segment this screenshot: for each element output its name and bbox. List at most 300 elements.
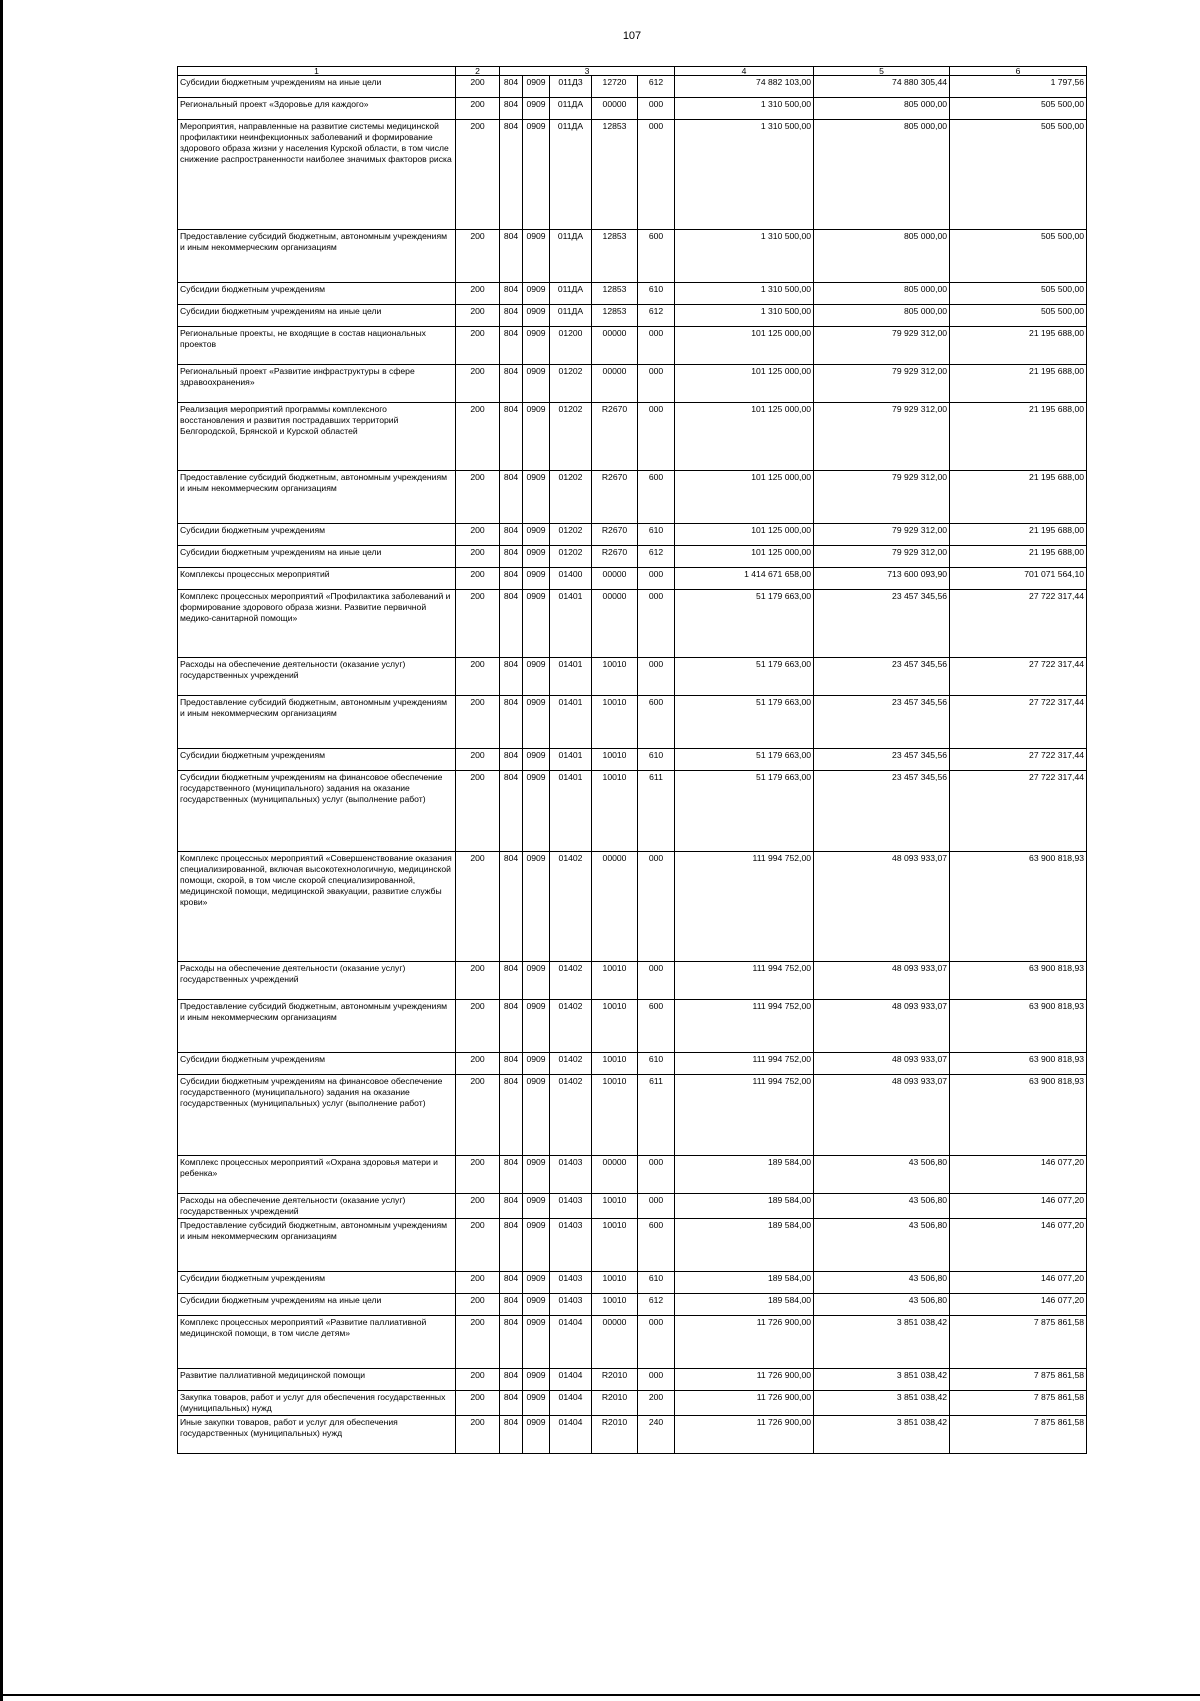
code-program: 01402 [550, 1075, 592, 1156]
code-chapter: 200 [456, 962, 500, 1000]
code-direction: 10010 [592, 1075, 638, 1156]
table-row [178, 658, 1087, 696]
row-name: Предоставление субсидий бюджетным, автономным учреждениям и иным некоммерческим организациям [178, 1219, 456, 1272]
row-name: Субсидии бюджетным учреждениям [178, 524, 456, 546]
code-program: 01404 [550, 1316, 592, 1369]
row-name: Субсидии бюджетным учреждениям [178, 283, 456, 305]
code-expense-type: 600 [638, 1219, 675, 1272]
code-subsection: 0909 [523, 568, 550, 590]
row-name: Субсидии бюджетным учреждениям на иные цели [178, 546, 456, 568]
table-body [178, 76, 1087, 1454]
code-program: 011ДА [550, 283, 592, 305]
row-name: Реализация мероприятий программы комплексного восстановления и развития пострадавших территорий Белгородской, Брянской и Курской областей [178, 403, 456, 471]
row-name: Развитие паллиативной медицинской помощи [178, 1369, 456, 1391]
code-expense-type: 000 [638, 568, 675, 590]
table-row [178, 1075, 1087, 1156]
code-subsection: 0909 [523, 1272, 550, 1294]
code-chapter: 200 [456, 1272, 500, 1294]
code-direction: 10010 [592, 1219, 638, 1272]
code-section: 804 [500, 546, 523, 568]
code-program: 011Д3 [550, 76, 592, 98]
row-name: Региональный проект «Здоровье для каждого» [178, 98, 456, 120]
code-chapter: 200 [456, 365, 500, 403]
amount-remaining: 505 500,00 [950, 120, 1087, 230]
code-program: 011ДА [550, 98, 592, 120]
code-chapter: 200 [456, 230, 500, 283]
code-section: 804 [500, 771, 523, 852]
code-direction: 12720 [592, 76, 638, 98]
code-expense-type: 000 [638, 658, 675, 696]
code-subsection: 0909 [523, 283, 550, 305]
amount-remaining: 27 722 317,44 [950, 590, 1087, 658]
code-chapter: 200 [456, 98, 500, 120]
row-name: Субсидии бюджетным учреждениям [178, 1053, 456, 1075]
amount-executed: 3 851 038,42 [814, 1391, 950, 1416]
table-row [178, 590, 1087, 658]
code-direction: 10010 [592, 962, 638, 1000]
code-direction: 12853 [592, 283, 638, 305]
code-program: 01402 [550, 1053, 592, 1075]
code-expense-type: 000 [638, 403, 675, 471]
amount-executed: 23 457 345,56 [814, 771, 950, 852]
code-direction: 00000 [592, 98, 638, 120]
code-subsection: 0909 [523, 1369, 550, 1391]
code-program: 01401 [550, 771, 592, 852]
amount-executed: 23 457 345,56 [814, 696, 950, 749]
code-section: 804 [500, 1000, 523, 1053]
code-direction: R2670 [592, 524, 638, 546]
code-expense-type: 610 [638, 524, 675, 546]
code-chapter: 200 [456, 1156, 500, 1194]
code-subsection: 0909 [523, 120, 550, 230]
amount-executed: 23 457 345,56 [814, 749, 950, 771]
row-name: Субсидии бюджетным учреждениям [178, 749, 456, 771]
code-program: 01403 [550, 1194, 592, 1219]
code-direction: R2670 [592, 403, 638, 471]
row-name: Предоставление субсидий бюджетным, автономным учреждениям и иным некоммерческим организациям [178, 471, 456, 524]
code-program: 011ДА [550, 230, 592, 283]
amount-remaining: 7 875 861,58 [950, 1416, 1087, 1454]
amount-executed: 48 093 933,07 [814, 1053, 950, 1075]
amount-executed: 48 093 933,07 [814, 1075, 950, 1156]
amount-remaining: 21 195 688,00 [950, 471, 1087, 524]
code-chapter: 200 [456, 120, 500, 230]
code-direction: 10010 [592, 749, 638, 771]
code-expense-type: 000 [638, 1194, 675, 1219]
amount-executed: 3 851 038,42 [814, 1416, 950, 1454]
code-direction: 00000 [592, 1156, 638, 1194]
amount-executed: 79 929 312,00 [814, 546, 950, 568]
code-program: 01202 [550, 546, 592, 568]
code-expense-type: 240 [638, 1416, 675, 1454]
code-chapter: 200 [456, 1316, 500, 1369]
table-row [178, 283, 1087, 305]
code-section: 804 [500, 1219, 523, 1272]
amount-remaining: 146 077,20 [950, 1272, 1087, 1294]
code-expense-type: 610 [638, 283, 675, 305]
amount-plan: 111 994 752,00 [675, 1000, 814, 1053]
amount-executed: 74 880 305,44 [814, 76, 950, 98]
code-expense-type: 610 [638, 1272, 675, 1294]
code-section: 804 [500, 1156, 523, 1194]
code-section: 804 [500, 1194, 523, 1219]
code-direction: 00000 [592, 590, 638, 658]
code-chapter: 200 [456, 1194, 500, 1219]
amount-plan: 101 125 000,00 [675, 524, 814, 546]
code-subsection: 0909 [523, 749, 550, 771]
amount-plan: 11 726 900,00 [675, 1391, 814, 1416]
code-program: 011ДА [550, 120, 592, 230]
table-row [178, 1316, 1087, 1369]
amount-plan: 1 310 500,00 [675, 230, 814, 283]
table-row [178, 1416, 1087, 1454]
amount-plan: 1 414 671 658,00 [675, 568, 814, 590]
amount-executed: 48 093 933,07 [814, 962, 950, 1000]
code-chapter: 200 [456, 590, 500, 658]
code-subsection: 0909 [523, 1219, 550, 1272]
table-row [178, 403, 1087, 471]
code-expense-type: 000 [638, 852, 675, 962]
code-section: 804 [500, 962, 523, 1000]
code-section: 804 [500, 327, 523, 365]
code-direction: 00000 [592, 852, 638, 962]
amount-remaining: 21 195 688,00 [950, 524, 1087, 546]
table-row [178, 568, 1087, 590]
row-name: Комплекс процессных мероприятий «Развитие паллиативной медицинской помощи, в том числе детям» [178, 1316, 456, 1369]
amount-remaining: 701 071 564,10 [950, 568, 1087, 590]
amount-executed: 79 929 312,00 [814, 471, 950, 524]
amount-executed: 23 457 345,56 [814, 590, 950, 658]
row-name: Закупка товаров, работ и услуг для обеспечения государственных (муниципальных) нужд [178, 1391, 456, 1416]
row-name: Предоставление субсидий бюджетным, автономным учреждениям и иным некоммерческим организациям [178, 696, 456, 749]
row-name: Субсидии бюджетным учреждениям на финансовое обеспечение государственного (муниципального) задания на оказание государственных (муниципальных) услуг (выполнение работ) [178, 771, 456, 852]
code-program: 01401 [550, 696, 592, 749]
row-name: Расходы на обеспечение деятельности (оказание услуг) государственных учреждений [178, 658, 456, 696]
code-subsection: 0909 [523, 696, 550, 749]
table-row [178, 696, 1087, 749]
code-program: 01202 [550, 524, 592, 546]
code-direction: 10010 [592, 1053, 638, 1075]
column-header-3: 3 [500, 67, 675, 76]
code-chapter: 200 [456, 568, 500, 590]
code-section: 804 [500, 1272, 523, 1294]
code-direction: R2010 [592, 1391, 638, 1416]
code-chapter: 200 [456, 1416, 500, 1454]
code-program: 01402 [550, 1000, 592, 1053]
row-name: Субсидии бюджетным учреждениям на иные цели [178, 76, 456, 98]
code-program: 01402 [550, 962, 592, 1000]
amount-executed: 79 929 312,00 [814, 365, 950, 403]
code-subsection: 0909 [523, 1000, 550, 1053]
amount-remaining: 27 722 317,44 [950, 771, 1087, 852]
amount-plan: 101 125 000,00 [675, 546, 814, 568]
code-section: 804 [500, 120, 523, 230]
amount-remaining: 146 077,20 [950, 1194, 1087, 1219]
amount-plan: 51 179 663,00 [675, 696, 814, 749]
amount-plan: 111 994 752,00 [675, 852, 814, 962]
code-section: 804 [500, 1391, 523, 1416]
page-number: 107 [622, 30, 642, 42]
table-row [178, 1194, 1087, 1219]
amount-plan: 51 179 663,00 [675, 771, 814, 852]
row-name: Комплексы процессных мероприятий [178, 568, 456, 590]
code-expense-type: 612 [638, 1294, 675, 1316]
table-row [178, 471, 1087, 524]
code-chapter: 200 [456, 283, 500, 305]
code-subsection: 0909 [523, 403, 550, 471]
code-direction: 10010 [592, 658, 638, 696]
code-chapter: 200 [456, 403, 500, 471]
amount-remaining: 21 195 688,00 [950, 327, 1087, 365]
table-row [178, 365, 1087, 403]
amount-plan: 11 726 900,00 [675, 1316, 814, 1369]
code-section: 804 [500, 76, 523, 98]
code-direction: 10010 [592, 1294, 638, 1316]
code-subsection: 0909 [523, 771, 550, 852]
code-subsection: 0909 [523, 1075, 550, 1156]
code-expense-type: 000 [638, 365, 675, 403]
code-subsection: 0909 [523, 1391, 550, 1416]
code-program: 01200 [550, 327, 592, 365]
amount-executed: 43 506,80 [814, 1219, 950, 1272]
code-subsection: 0909 [523, 305, 550, 327]
amount-plan: 189 584,00 [675, 1272, 814, 1294]
code-chapter: 200 [456, 1053, 500, 1075]
code-direction: R2010 [592, 1369, 638, 1391]
column-header-1: 1 [178, 67, 456, 76]
code-chapter: 200 [456, 1391, 500, 1416]
code-chapter: 200 [456, 546, 500, 568]
amount-remaining: 27 722 317,44 [950, 658, 1087, 696]
code-chapter: 200 [456, 658, 500, 696]
code-expense-type: 000 [638, 98, 675, 120]
amount-executed: 48 093 933,07 [814, 852, 950, 962]
row-name: Субсидии бюджетным учреждениям на иные цели [178, 305, 456, 327]
code-subsection: 0909 [523, 524, 550, 546]
code-subsection: 0909 [523, 1416, 550, 1454]
amount-executed: 805 000,00 [814, 283, 950, 305]
row-name: Комплекс процессных мероприятий «Охрана здоровья матери и ребенка» [178, 1156, 456, 1194]
code-expense-type: 611 [638, 771, 675, 852]
code-section: 804 [500, 749, 523, 771]
code-expense-type: 000 [638, 962, 675, 1000]
amount-remaining: 7 875 861,58 [950, 1391, 1087, 1416]
amount-remaining: 146 077,20 [950, 1294, 1087, 1316]
amount-remaining: 1 797,56 [950, 76, 1087, 98]
code-section: 804 [500, 283, 523, 305]
budget-table [177, 66, 1087, 1454]
amount-remaining: 505 500,00 [950, 305, 1087, 327]
code-subsection: 0909 [523, 230, 550, 283]
row-name: Субсидии бюджетным учреждениям на финансовое обеспечение государственного (муниципального) задания на оказание государственных (муниципальных) услуг (выполнение работ) [178, 1075, 456, 1156]
amount-remaining: 505 500,00 [950, 98, 1087, 120]
code-chapter: 200 [456, 524, 500, 546]
code-expense-type: 000 [638, 590, 675, 658]
row-name: Расходы на обеспечение деятельности (оказание услуг) государственных учреждений [178, 1194, 456, 1219]
code-expense-type: 612 [638, 546, 675, 568]
code-chapter: 200 [456, 1369, 500, 1391]
table-row [178, 1156, 1087, 1194]
amount-remaining: 21 195 688,00 [950, 546, 1087, 568]
code-expense-type: 600 [638, 1000, 675, 1053]
amount-remaining: 63 900 818,93 [950, 1053, 1087, 1075]
code-direction: 00000 [592, 568, 638, 590]
amount-plan: 111 994 752,00 [675, 962, 814, 1000]
amount-plan: 101 125 000,00 [675, 403, 814, 471]
table-row [178, 1272, 1087, 1294]
code-direction: R2670 [592, 546, 638, 568]
table-row [178, 962, 1087, 1000]
amount-executed: 805 000,00 [814, 230, 950, 283]
code-chapter: 200 [456, 696, 500, 749]
amount-remaining: 63 900 818,93 [950, 1075, 1087, 1156]
code-chapter: 200 [456, 1075, 500, 1156]
scan-edge-left [0, 0, 3, 1701]
amount-plan: 1 310 500,00 [675, 120, 814, 230]
code-direction: 12853 [592, 305, 638, 327]
code-expense-type: 600 [638, 471, 675, 524]
code-subsection: 0909 [523, 1294, 550, 1316]
table-row [178, 1391, 1087, 1416]
code-section: 804 [500, 1075, 523, 1156]
amount-plan: 101 125 000,00 [675, 365, 814, 403]
code-chapter: 200 [456, 471, 500, 524]
amount-plan: 1 310 500,00 [675, 283, 814, 305]
amount-plan: 189 584,00 [675, 1194, 814, 1219]
code-direction: 10010 [592, 1000, 638, 1053]
code-direction: 00000 [592, 327, 638, 365]
row-name: Комплекс процессных мероприятий «Совершенствование оказания специализированной, включая высокотехнологичную, медицинской помощи, скорой, в том числе скорой специализированной, медицинской помощи, медицинской эвакуации, развитие службы крови» [178, 852, 456, 962]
amount-executed: 43 506,80 [814, 1156, 950, 1194]
code-section: 804 [500, 365, 523, 403]
code-section: 804 [500, 696, 523, 749]
row-name: Предоставление субсидий бюджетным, автономным учреждениям и иным некоммерческим организациям [178, 1000, 456, 1053]
amount-plan: 101 125 000,00 [675, 327, 814, 365]
code-expense-type: 610 [638, 1053, 675, 1075]
amount-executed: 805 000,00 [814, 120, 950, 230]
amount-executed: 713 600 093,90 [814, 568, 950, 590]
code-expense-type: 000 [638, 327, 675, 365]
amount-executed: 43 506,80 [814, 1194, 950, 1219]
amount-remaining: 505 500,00 [950, 230, 1087, 283]
code-section: 804 [500, 590, 523, 658]
table-row [178, 1219, 1087, 1272]
amount-plan: 101 125 000,00 [675, 471, 814, 524]
code-subsection: 0909 [523, 1194, 550, 1219]
amount-plan: 51 179 663,00 [675, 749, 814, 771]
amount-remaining: 146 077,20 [950, 1219, 1087, 1272]
amount-remaining: 21 195 688,00 [950, 365, 1087, 403]
code-section: 804 [500, 230, 523, 283]
amount-executed: 43 506,80 [814, 1272, 950, 1294]
code-subsection: 0909 [523, 852, 550, 962]
code-subsection: 0909 [523, 327, 550, 365]
code-chapter: 200 [456, 1219, 500, 1272]
code-chapter: 200 [456, 76, 500, 98]
code-subsection: 0909 [523, 1316, 550, 1369]
code-expense-type: 612 [638, 305, 675, 327]
row-name: Мероприятия, направленные на развитие системы медицинской профилактики неинфекционных заболеваний и формирование здорового образа жизни у населения Курской области, в том числе снижение распространенности наиболее значимых факторов риска [178, 120, 456, 230]
code-expense-type: 610 [638, 749, 675, 771]
column-header-5: 5 [814, 67, 950, 76]
amount-remaining: 27 722 317,44 [950, 696, 1087, 749]
code-chapter: 200 [456, 1294, 500, 1316]
code-program: 01202 [550, 365, 592, 403]
table-row [178, 1053, 1087, 1075]
table-row [178, 327, 1087, 365]
amount-plan: 189 584,00 [675, 1156, 814, 1194]
code-direction: 00000 [592, 365, 638, 403]
amount-remaining: 63 900 818,93 [950, 1000, 1087, 1053]
code-expense-type: 000 [638, 1369, 675, 1391]
code-direction: 10010 [592, 696, 638, 749]
code-expense-type: 612 [638, 76, 675, 98]
code-subsection: 0909 [523, 1156, 550, 1194]
row-name: Иные закупки товаров, работ и услуг для обеспечения государственных (муниципальных) нужд [178, 1416, 456, 1454]
row-name: Субсидии бюджетным учреждениям на иные цели [178, 1294, 456, 1316]
code-program: 01404 [550, 1369, 592, 1391]
code-expense-type: 000 [638, 1156, 675, 1194]
code-program: 01402 [550, 852, 592, 962]
code-section: 804 [500, 1416, 523, 1454]
amount-executed: 79 929 312,00 [814, 327, 950, 365]
code-direction: 00000 [592, 1316, 638, 1369]
amount-remaining: 63 900 818,93 [950, 852, 1087, 962]
table-row [178, 524, 1087, 546]
code-section: 804 [500, 658, 523, 696]
row-name: Расходы на обеспечение деятельности (оказание услуг) государственных учреждений [178, 962, 456, 1000]
table-row [178, 771, 1087, 852]
amount-plan: 51 179 663,00 [675, 658, 814, 696]
code-program: 01403 [550, 1219, 592, 1272]
code-expense-type: 600 [638, 230, 675, 283]
code-section: 804 [500, 1294, 523, 1316]
code-direction: R2010 [592, 1416, 638, 1454]
row-name: Региональные проекты, не входящие в состав национальных проектов [178, 327, 456, 365]
code-chapter: 200 [456, 305, 500, 327]
row-name: Субсидии бюджетным учреждениям [178, 1272, 456, 1294]
code-program: 011ДА [550, 305, 592, 327]
column-header-2: 2 [456, 67, 500, 76]
code-direction: 10010 [592, 771, 638, 852]
code-expense-type: 611 [638, 1075, 675, 1156]
code-program: 01404 [550, 1391, 592, 1416]
code-chapter: 200 [456, 327, 500, 365]
code-subsection: 0909 [523, 962, 550, 1000]
code-direction: 12853 [592, 230, 638, 283]
table-row [178, 749, 1087, 771]
code-expense-type: 000 [638, 120, 675, 230]
code-program: 01404 [550, 1416, 592, 1454]
column-header-4: 4 [675, 67, 814, 76]
amount-executed: 79 929 312,00 [814, 403, 950, 471]
table-row [178, 76, 1087, 98]
amount-executed: 805 000,00 [814, 305, 950, 327]
code-section: 804 [500, 852, 523, 962]
amount-plan: 111 994 752,00 [675, 1075, 814, 1156]
amount-executed: 3 851 038,42 [814, 1316, 950, 1369]
code-subsection: 0909 [523, 76, 550, 98]
code-program: 01401 [550, 749, 592, 771]
code-chapter: 200 [456, 749, 500, 771]
code-direction: 10010 [592, 1194, 638, 1219]
code-direction: 10010 [592, 1272, 638, 1294]
amount-plan: 1 310 500,00 [675, 305, 814, 327]
table-header-row [178, 67, 1087, 76]
code-program: 01403 [550, 1294, 592, 1316]
row-name: Региональный проект «Развитие инфраструктуры в сфере здравоохранения» [178, 365, 456, 403]
amount-plan: 111 994 752,00 [675, 1053, 814, 1075]
